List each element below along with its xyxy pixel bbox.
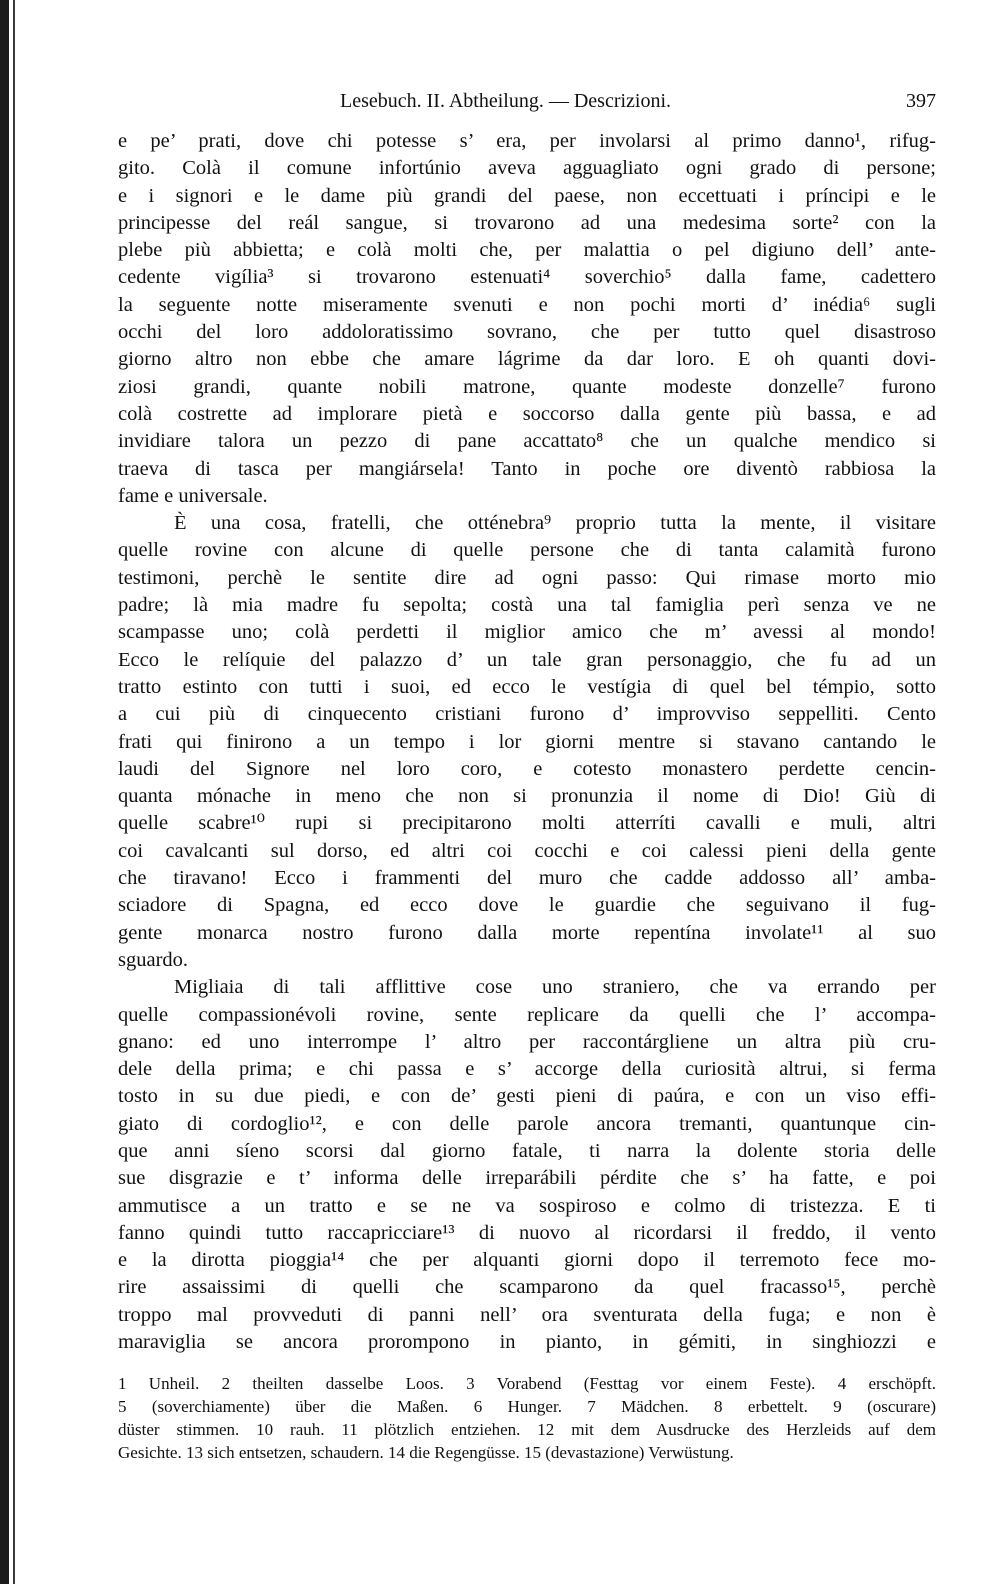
text-line: troppo mal provveduti di panni nell’ ora sventurata della fuga; e non è xyxy=(118,1303,936,1326)
text-line: quelle scabre¹⁰ rupi si precipitarono molti atterríti cavalli e muli, altri xyxy=(118,812,936,835)
text-line: colà costrette ad implorare pietà e soccorso dalla gente più bassa, e ad xyxy=(118,402,936,425)
text-line: sue disgrazie e t’ informa delle irreparábili pérdite che s’ ha fatte, e poi xyxy=(118,1167,936,1190)
text-line: maraviglia se ancora prorompono in pianto, in gémiti, in singhiozzi e xyxy=(118,1331,936,1354)
footnote-line: Gesichte. 13 sich entsetzen, schaudern. 14 die Regengüsse. 15 (devastazione) Verwüstung. xyxy=(118,1443,734,1463)
text-line: invidiare talora un pezzo di pane accattato⁸ che un qualche mendico si xyxy=(118,430,936,453)
text-line: frati qui finirono a un tempo i lor giorni mentre si stavano cantando le xyxy=(118,730,936,753)
text-line: cedente vigília³ si trovarono estenuati⁴ soverchio⁵ dalla fame, cadettero xyxy=(118,266,936,289)
text-line: quanta mónache in meno che non si pronunzia il nome di Dio! Giù di xyxy=(118,785,936,808)
text-line: que anni síeno scorsi dal giorno fatale, ti narra la dolente storia delle xyxy=(118,1139,936,1162)
page-number: 397 xyxy=(906,90,936,112)
text-line: ziosi grandi, quante nobili matrone, quante modeste donzelle⁷ furono xyxy=(118,375,936,398)
text-line: e la dirotta pioggia¹⁴ che per alquanti giorni dopo il terremoto fece mo- xyxy=(118,1249,936,1272)
text-line: quelle rovine con alcune di quelle persone che di tanta calamità furono xyxy=(118,539,936,562)
text-line: principesse del reál sangue, si trovarono ad una medesima sorte² con la xyxy=(118,211,936,234)
running-head xyxy=(118,88,936,114)
text-line: plebe più abbietta; e colà molti che, per malattia o pel digiuno dell’ ante- xyxy=(118,239,936,262)
text-line: padre; là mia madre fu sepolta; costà una tal famiglia perì senza ve ne xyxy=(118,594,936,617)
text-line: tosto in su due piedi, e con de’ gesti pieni di paúra, e con un viso effi- xyxy=(118,1085,936,1108)
text-line: Migliaia di tali afflittive cose uno straniero, che va errando per xyxy=(174,976,936,999)
footnotes xyxy=(118,1372,936,1464)
text-line: che tiravano! Ecco i frammenti del muro che cadde addosso all’ amba- xyxy=(118,867,936,890)
text-line: occhi del loro addoloratissimo sovrano, che per tutto quel disastroso xyxy=(118,321,936,344)
footnote-line: 5 (soverchiamente) über die Maßen. 6 Hunger. 7 Mädchen. 8 erbettelt. 9 (oscurare) xyxy=(118,1397,936,1417)
text-line: fanno quindi tutto raccapricciare¹³ di nuovo al ricordarsi il freddo, il vento xyxy=(118,1221,936,1244)
text-line: È una cosa, fratelli, che otténebra⁹ proprio tutta la mente, il visitare xyxy=(174,512,936,535)
text-line: ammutisce a un tratto e se ne va sospiroso e colmo di tristezza. E ti xyxy=(118,1194,936,1217)
text-line: Ecco le relíquie del palazzo d’ un tale gran personaggio, che fu ad un xyxy=(118,648,936,671)
text-line: testimoni, perchè le sentite dire ad ogni passo: Qui rimase morto mio xyxy=(118,566,936,589)
text-line: laudi del Signore nel loro coro, e cotesto monastero perdette cencin- xyxy=(118,757,936,780)
page-gutter-line xyxy=(13,0,15,1584)
text-line: la seguente notte miseramente svenuti e non pochi morti d’ inédia⁶ sugli xyxy=(118,293,936,316)
text-line: rire assaissimi di quelli che scamparono da quel fracasso¹⁵, perchè xyxy=(118,1276,936,1299)
text-line: coi cavalcanti sul dorso, ed altri coi cocchi e coi calessi pieni della gente xyxy=(118,839,936,862)
text-line: sguardo. xyxy=(118,948,189,971)
text-line: e pe’ prati, dove chi potesse s’ era, per involarsi al primo danno¹, rifug- xyxy=(118,130,936,152)
text-line: fame e universale. xyxy=(118,484,268,507)
footnote-line: 1 Unheil. 2 theilten dasselbe Loos. 3 Vorabend (Festtag vor einem Feste). 4 erschöpft. xyxy=(118,1374,936,1394)
text-line: sciadore di Spagna, ed ecco dove le guardie che seguivano il fug- xyxy=(118,894,936,917)
text-line: e i signori e le dame più grandi del paese, non eccettuati i príncipi e le xyxy=(118,184,936,207)
page-gutter-shadow xyxy=(0,0,9,1584)
text-line: traeva di tasca per mangiársela! Tanto in poche ore diventò rabbiosa la xyxy=(118,457,936,480)
text-line: gente monarca nostro furono dalla morte repentína involate¹¹ al suo xyxy=(118,921,936,944)
text-line: giorno altro non ebbe che amare lágrime da dar loro. E oh quanti dovi- xyxy=(118,348,936,371)
text-line: gnano: ed uno interrompe l’ altro per raccontárgliene un altra più cru- xyxy=(118,1030,936,1053)
body-text xyxy=(118,128,936,1356)
book-page xyxy=(118,88,936,1464)
text-line: giato di cordoglio¹², e con delle parole ancora tremanti, quantunque cin- xyxy=(118,1112,936,1135)
footnote-line: düster stimmen. 10 rauh. 11 plötzlich entziehen. 12 mit dem Ausdrucke des Herzleids auf dem xyxy=(118,1420,936,1440)
text-line: a cui più di cinquecento cristiani furono d’ improvviso seppelliti. Cento xyxy=(118,703,936,726)
text-line: gito. Colà il comune infortúnio aveva agguagliato ogni grado di persone; xyxy=(118,157,936,180)
text-line: scampasse uno; colà perdetti il miglior amico che m’ avessi al mondo! xyxy=(118,621,936,644)
text-line: quelle compassionévoli rovine, sente replicare da quelli che l’ accompa- xyxy=(118,1003,936,1026)
text-line: dele della prima; e chi passa e s’ accorge della curiosità altrui, si ferma xyxy=(118,1058,936,1081)
text-line: tratto estinto con tutti i suoi, ed ecco le vestígia di quel bel témpio, sotto xyxy=(118,675,936,698)
running-title: Lesebuch. II. Abtheilung. — Descrizioni. xyxy=(340,90,672,112)
